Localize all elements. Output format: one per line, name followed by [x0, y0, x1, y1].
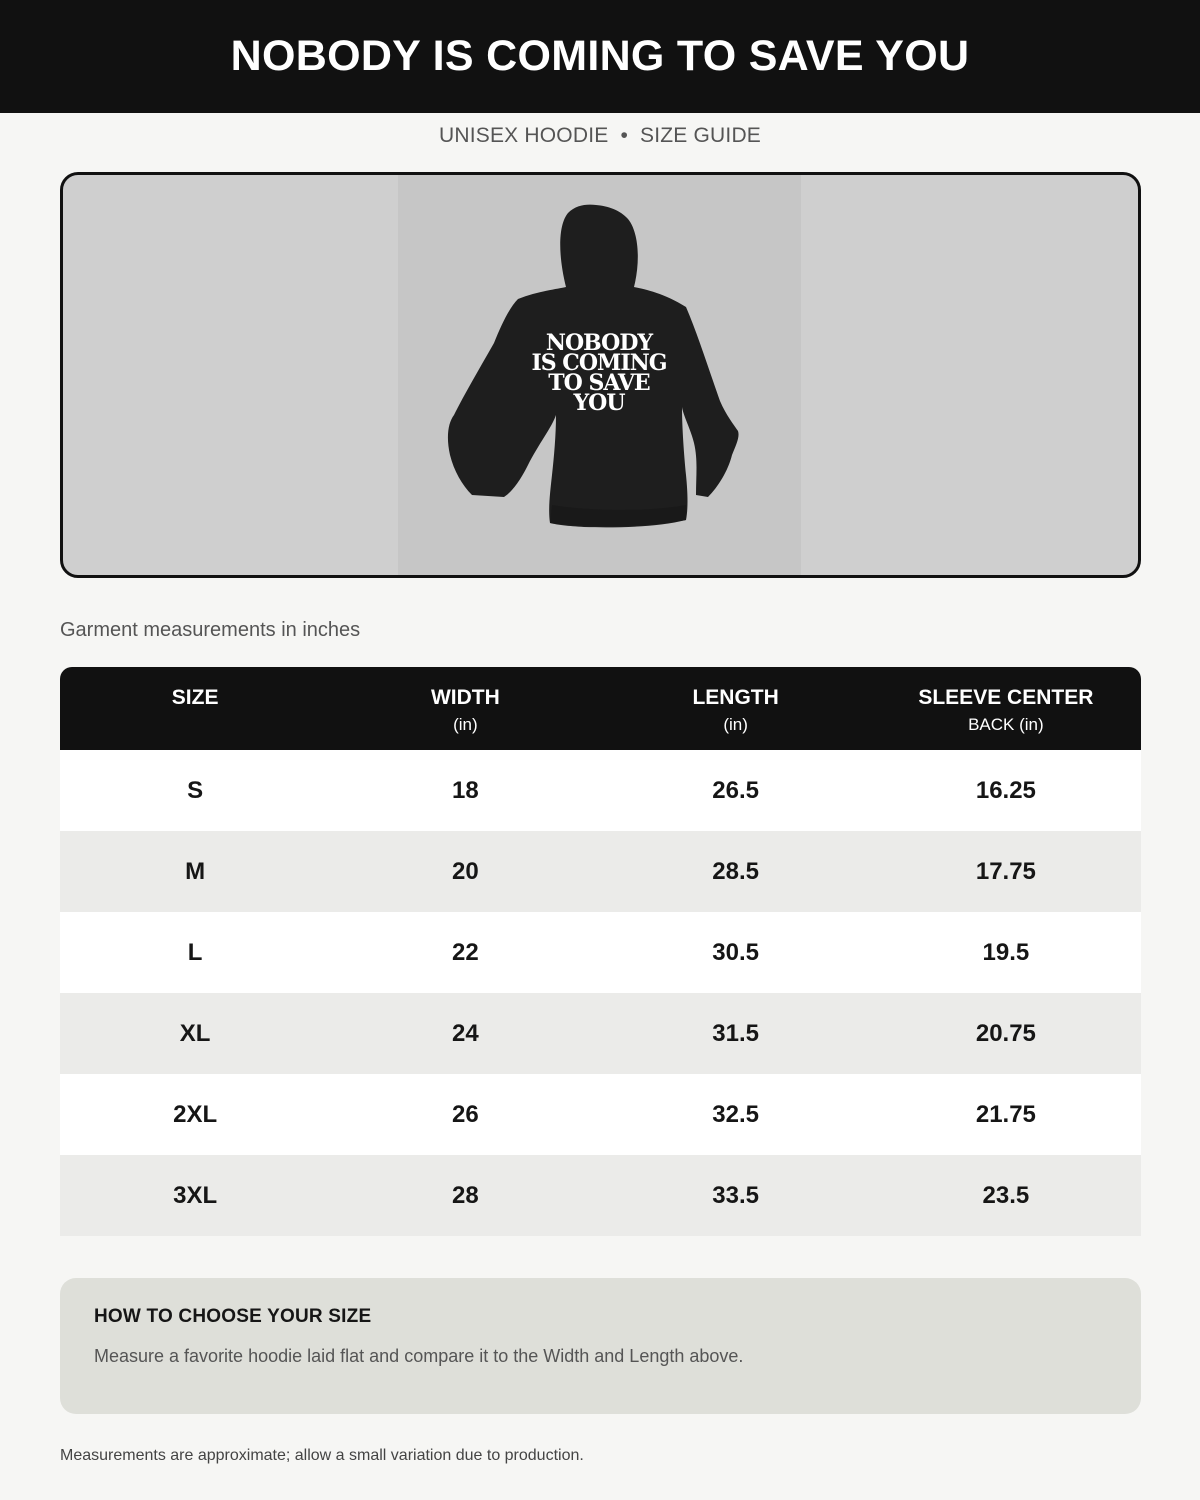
- hoodie-print-line: YOU: [573, 390, 625, 416]
- how-to-title: HOW TO CHOOSE YOUR SIZE: [94, 1306, 372, 1327]
- title-banner: [0, 0, 1200, 113]
- size-cell: L: [187, 938, 203, 966]
- length-cell: 33.5: [712, 1181, 759, 1209]
- product-image-frame: [60, 172, 1141, 578]
- how-to-choose-panel: [60, 1278, 1141, 1414]
- measurements-caption: Garment measurements in inches: [60, 619, 361, 641]
- width-cell: 20: [452, 857, 479, 885]
- size-cell: M: [185, 857, 206, 885]
- hoodie-print-line: NOBODY: [545, 330, 653, 356]
- column-header-label: WIDTH: [430, 686, 500, 709]
- table-row: [60, 912, 1141, 993]
- column-header-size: [60, 667, 330, 750]
- width-cell: 22: [452, 938, 479, 966]
- table-row: [60, 831, 1141, 912]
- size-guide-label: SIZE GUIDE: [640, 124, 762, 147]
- size-cell: 2XL: [173, 1100, 218, 1128]
- column-header-sleeve: [871, 667, 1141, 750]
- column-header-label: SIZE: [171, 686, 219, 709]
- column-header-length: [601, 667, 871, 750]
- sleeve-cell: 16.25: [975, 776, 1036, 804]
- length-cell: 32.5: [712, 1100, 759, 1128]
- sleeve-cell: 23.5: [982, 1181, 1030, 1209]
- hoodie-hood: [560, 205, 638, 287]
- sleeve-cell: 17.75: [975, 857, 1036, 885]
- sleeve-cell: 20.75: [975, 1019, 1036, 1047]
- column-header-unit: (in): [723, 715, 748, 734]
- footnote: Measurements are approximate; allow a small variation due to production.: [60, 1447, 584, 1464]
- length-cell: 31.5: [712, 1019, 759, 1047]
- hoodie-illustration: [398, 175, 801, 575]
- length-cell: 30.5: [712, 938, 759, 966]
- length-cell: 28.5: [712, 857, 759, 885]
- size-chart-table: [60, 667, 1141, 1236]
- table-row: [60, 1155, 1141, 1236]
- table-header: [60, 667, 1141, 750]
- width-cell: 26: [452, 1100, 479, 1128]
- column-header-width: [330, 667, 600, 750]
- column-header-unit: (in): [453, 715, 478, 734]
- sleeve-cell: 21.75: [975, 1100, 1036, 1128]
- subtitle: [0, 124, 1200, 148]
- table-row: [60, 750, 1141, 831]
- table-row: [60, 1074, 1141, 1155]
- length-cell: 26.5: [712, 776, 759, 804]
- column-header-unit: BACK (in): [968, 715, 1044, 734]
- hoodie-print-line: TO SAVE: [548, 370, 650, 396]
- separator-dot: •: [620, 124, 628, 147]
- column-header-label: SLEEVE CENTER: [918, 686, 1094, 709]
- table-row: [60, 993, 1141, 1074]
- how-to-body: Measure a favorite hoodie laid flat and compare it to the Width and Length above.: [94, 1346, 744, 1366]
- size-cell: S: [187, 776, 204, 804]
- hoodie-print-line: IS COMING: [531, 350, 667, 376]
- width-cell: 24: [452, 1019, 479, 1047]
- column-header-label: LENGTH: [692, 686, 779, 709]
- sleeve-cell: 19.5: [982, 938, 1030, 966]
- product-type-label: UNISEX HOODIE: [438, 124, 609, 147]
- size-cell: XL: [179, 1019, 211, 1047]
- width-cell: 18: [452, 776, 479, 804]
- width-cell: 28: [452, 1181, 479, 1209]
- size-cell: 3XL: [173, 1181, 218, 1209]
- hoodie-image: [398, 175, 801, 575]
- page-title: NOBODY IS COMING TO SAVE YOU: [230, 32, 970, 80]
